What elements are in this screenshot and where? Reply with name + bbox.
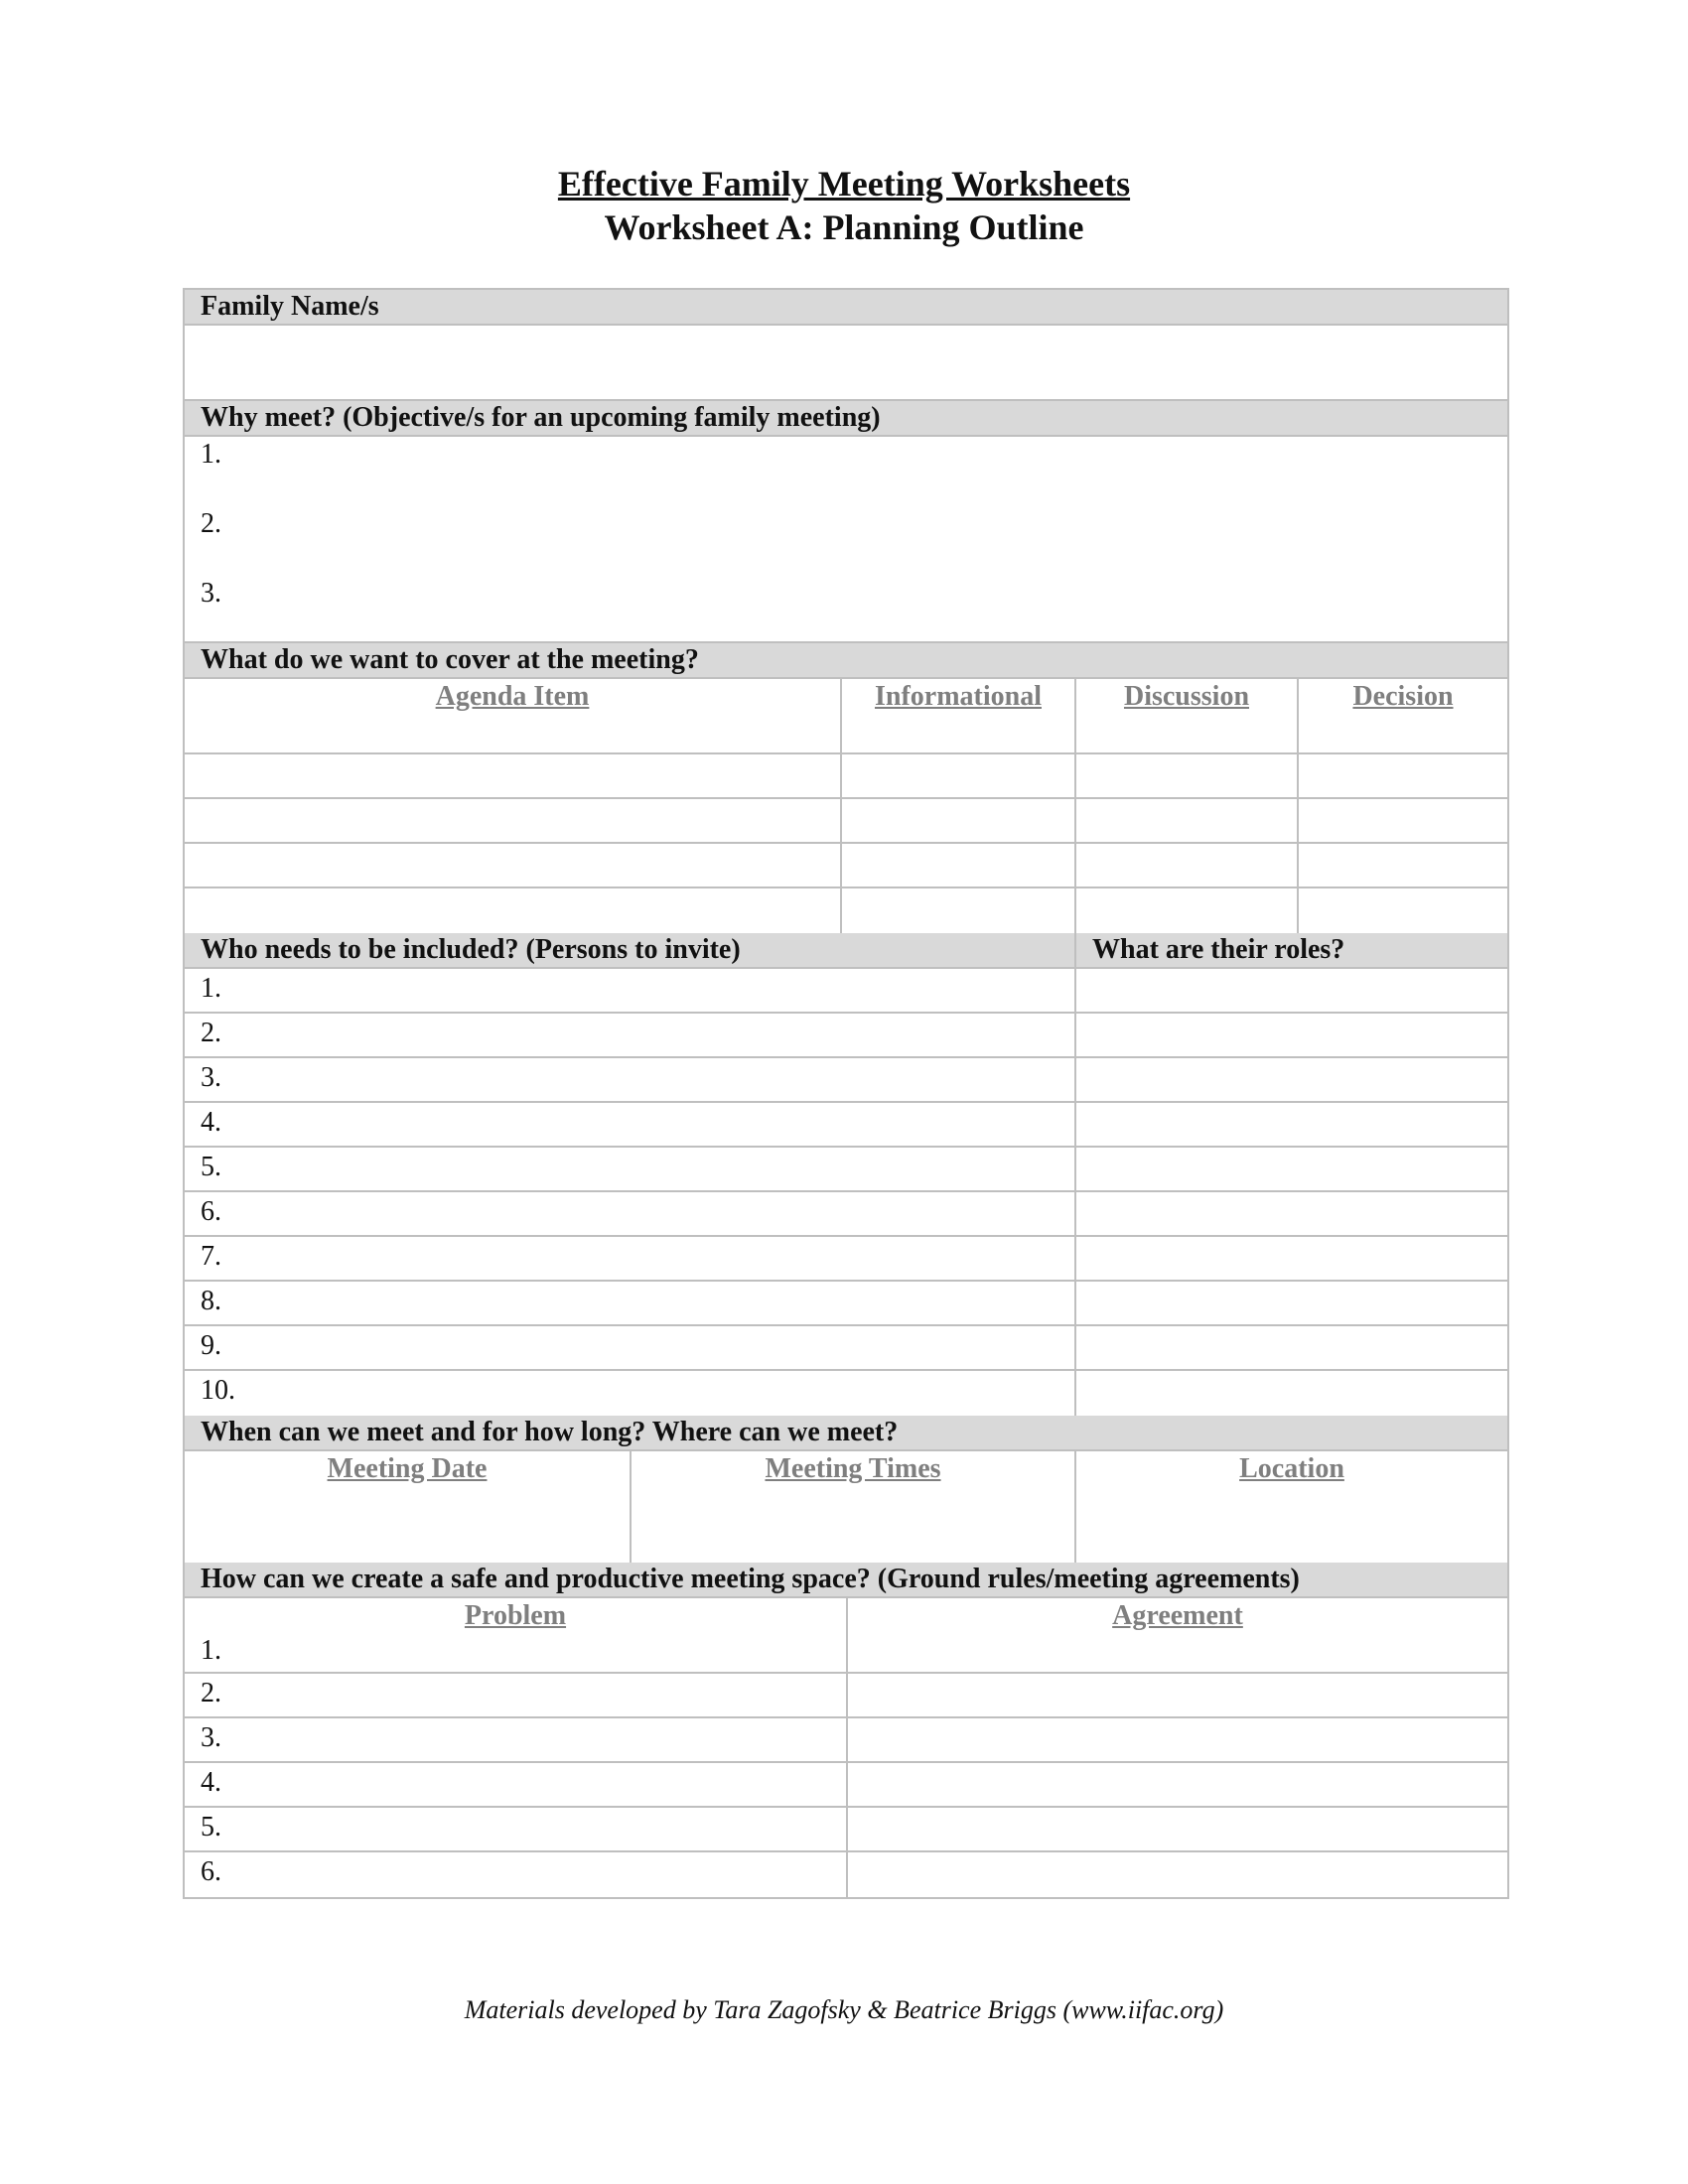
- objective-number: 3.: [201, 578, 221, 609]
- ground-rule-row: [185, 1674, 1507, 1718]
- agreement-cell[interactable]: [848, 1763, 1507, 1806]
- role-cell[interactable]: [1076, 1103, 1507, 1146]
- decision-cell[interactable]: [1299, 888, 1507, 933]
- invitee-row: [185, 1371, 1507, 1416]
- objectives-field[interactable]: [185, 437, 1507, 643]
- invitee-row: [185, 1282, 1507, 1326]
- role-cell[interactable]: [1076, 1058, 1507, 1101]
- ground-rule-row: [185, 1718, 1507, 1763]
- ground-rule-row: [185, 1763, 1507, 1808]
- discussion-cell[interactable]: [1076, 888, 1299, 933]
- invitee-cell[interactable]: 4.: [185, 1103, 1076, 1146]
- informational-cell[interactable]: [842, 888, 1076, 933]
- agenda-row: [185, 754, 1507, 799]
- worksheet-title: Effective Family Meeting Worksheets: [557, 164, 1131, 204]
- role-cell[interactable]: [1076, 969, 1507, 1012]
- problem-cell[interactable]: 3.: [185, 1718, 848, 1761]
- decision-cell[interactable]: [1299, 799, 1507, 842]
- agreement-cell[interactable]: [848, 1718, 1507, 1761]
- role-cell[interactable]: [1076, 1282, 1507, 1324]
- agreement-cell[interactable]: [848, 1674, 1507, 1716]
- planning-form: [183, 288, 1509, 1899]
- family-name-field[interactable]: [185, 326, 1507, 401]
- objective-number: 2.: [201, 508, 221, 539]
- role-cell[interactable]: [1076, 1192, 1507, 1235]
- agenda-row: [185, 799, 1507, 844]
- invitee-cell[interactable]: 7.: [185, 1237, 1076, 1280]
- invitee-row: [185, 1192, 1507, 1237]
- column-decision: Decision: [1352, 681, 1454, 712]
- ground-rule-row: [185, 1852, 1507, 1897]
- column-agreement: Agreement: [1112, 1600, 1243, 1631]
- agenda-table: [185, 679, 1507, 933]
- agenda-item-cell[interactable]: [185, 888, 842, 933]
- agenda-row: [185, 888, 1507, 933]
- agreement-cell[interactable]: [848, 1852, 1507, 1897]
- column-problem: Problem: [464, 1600, 567, 1631]
- invitee-row: [185, 1014, 1507, 1058]
- invitees-header: Who needs to be included? (Persons to invite): [185, 933, 1076, 967]
- invitees-table: [185, 969, 1507, 1416]
- objectives-header: Why meet? (Objective/s for an upcoming family meeting): [185, 401, 1507, 437]
- decision-cell[interactable]: [1299, 754, 1507, 797]
- discussion-cell[interactable]: [1076, 754, 1299, 797]
- discussion-cell[interactable]: [1076, 844, 1299, 887]
- invitee-row: [185, 1148, 1507, 1192]
- roles-header: What are their roles?: [1092, 934, 1345, 965]
- role-cell[interactable]: [1076, 1237, 1507, 1280]
- invitee-cell[interactable]: 6.: [185, 1192, 1076, 1235]
- schedule-row: [185, 1451, 1507, 1563]
- meeting-times-cell[interactable]: Meeting Times: [632, 1451, 1076, 1563]
- agenda-item-cell[interactable]: [185, 844, 842, 887]
- problem-cell[interactable]: 6.: [185, 1852, 848, 1897]
- role-cell[interactable]: [1076, 1148, 1507, 1190]
- footer-credit: Materials developed by Tara Zagofsky & Beatrice Briggs (www.iifac.org): [464, 1995, 1224, 2024]
- family-name-header: Family Name/s: [185, 290, 1507, 326]
- invitee-cell[interactable]: 5.: [185, 1148, 1076, 1190]
- informational-cell[interactable]: [842, 799, 1076, 842]
- ground-rule-row: [185, 1808, 1507, 1852]
- agreement-cell[interactable]: [848, 1598, 1507, 1672]
- invitees-section-header: [185, 933, 1507, 969]
- invitee-cell[interactable]: 2.: [185, 1014, 1076, 1056]
- problem-cell[interactable]: 5.: [185, 1808, 848, 1850]
- location-cell[interactable]: Location: [1239, 1453, 1344, 1484]
- meeting-date-cell[interactable]: Meeting Date: [185, 1451, 632, 1563]
- column-informational: Informational: [842, 679, 1076, 752]
- ground-rules-first-row: [185, 1598, 1507, 1674]
- invitee-cell[interactable]: 8.: [185, 1282, 1076, 1324]
- invitee-row: [185, 969, 1507, 1014]
- objective-number: 1.: [201, 439, 221, 470]
- invitee-row: [185, 1237, 1507, 1282]
- role-cell[interactable]: [1076, 1326, 1507, 1369]
- informational-cell[interactable]: [842, 844, 1076, 887]
- problem-cell[interactable]: 2.: [185, 1674, 848, 1716]
- agenda-item-cell[interactable]: [185, 754, 842, 797]
- invitee-row: [185, 1326, 1507, 1371]
- invitee-cell[interactable]: 10.: [185, 1371, 1076, 1416]
- invitee-row: [185, 1058, 1507, 1103]
- informational-cell[interactable]: [842, 754, 1076, 797]
- decision-cell[interactable]: [1299, 844, 1507, 887]
- agenda-row: [185, 844, 1507, 888]
- agenda-header-row: [185, 679, 1507, 754]
- column-discussion: Discussion: [1076, 679, 1299, 752]
- agenda-section-header: What do we want to cover at the meeting?: [185, 643, 1507, 679]
- agenda-item-cell[interactable]: [185, 799, 842, 842]
- problem-number: 1.: [201, 1635, 221, 1666]
- ground-rules-table: [185, 1598, 1507, 1897]
- discussion-cell[interactable]: [1076, 799, 1299, 842]
- role-cell[interactable]: [1076, 1371, 1507, 1416]
- worksheet-subtitle: Worksheet A: Planning Outline: [604, 207, 1084, 247]
- invitee-cell[interactable]: 3.: [185, 1058, 1076, 1101]
- problem-cell[interactable]: 4.: [185, 1763, 848, 1806]
- invitee-cell[interactable]: 9.: [185, 1326, 1076, 1369]
- schedule-table: [185, 1451, 1507, 1563]
- agreement-cell[interactable]: [848, 1808, 1507, 1850]
- problem-cell[interactable]: [185, 1598, 848, 1672]
- role-cell[interactable]: [1076, 1014, 1507, 1056]
- column-agenda-item: Agenda Item: [185, 679, 842, 752]
- schedule-section-header: When can we meet and for how long? Where can we meet?: [185, 1416, 1507, 1451]
- ground-rules-header: How can we create a safe and productive meeting space? (Ground rules/meeting agreements): [185, 1563, 1507, 1598]
- invitee-cell[interactable]: 1.: [185, 969, 1076, 1012]
- invitee-row: [185, 1103, 1507, 1148]
